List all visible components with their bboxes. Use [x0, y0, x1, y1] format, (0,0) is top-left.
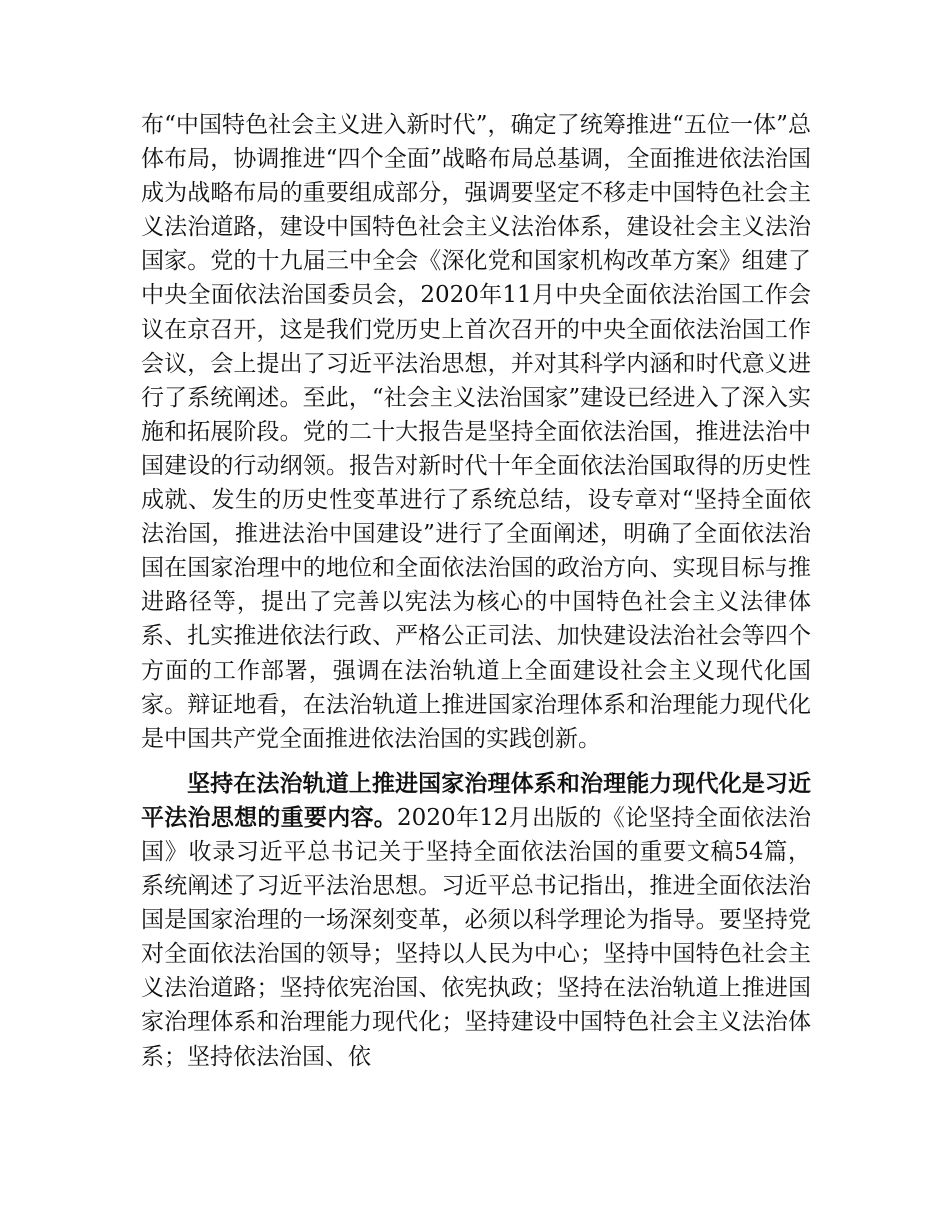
paragraph-lead-bold: 坚持在法治轨道上推进国家治理体系和治理能力现代化是习近平法治思想的重要内容。 — [141, 769, 811, 831]
paragraph-text: 2020年12月出版的《论坚持全面依法治国》收录习近平总书记关于坚持全面依法治国的重要文稿54篇，系统阐述了习近平法治思想。习近平总书记指出，推进全面依法治国是国家治理的一场深刻变革，必须以科学理论为指导。要坚持党对全面依法治国的领导；坚持以人民为中心；坚持中国特色社会主义法治道路；坚持依宪治国、依宪执政；坚持在法治轨道上推进国家治理体系和治理能力现代化；坚持建设中国特色社会主义法治体系；坚持依法治国、依 — [141, 804, 811, 1070]
paragraph-section — [141, 767, 811, 1074]
document-body — [141, 108, 811, 1074]
paragraph-continued — [141, 108, 811, 756]
paragraph-text: 布“中国特色社会主义进入新时代”，确定了统筹推进“五位一体”总体布局，协调推进“四个全面”战略布局总基调，全面推进依法治国成为战略布局的重要组成部分，强调要坚定不移走中国特色社会主义法治道路，建设中国特色社会主义法治体系，建设社会主义法治国家。党的十九届三中全会《深化党和国家机构改革方案》组建了中央全面依法治国委员会，2020年11月中央全面依法治国工作会议在京召开，这是我们党历史上首次召开的中央全面依法治国工作会议，会上提出了习近平法治思想，并对其科学内涵和时代意义进行了系统阐述。至此，“社会主义法治国家”建设已经进入了深入实施和拓展阶段。党的二十大报告是坚持全面依法治国，推进法治中国建设的行动纲领。报告对新时代十年全面依法治国取得的历史性成就、发生的历史性变革进行了系统总结，设专章对“坚持全面依法治国，推进法治中国建设”进行了全面阐述，明确了全面依法治国在国家治理中的地位和全面依法治国的政治方向、实现目标与推进路径等，提出了完善以宪法为核心的中国特色社会主义法律体系、扎实推进依法行政、严格公正司法、加快建设法治社会等四个方面的工作部署，强调在法治轨道上全面建设社会主义现代化国家。辩证地看，在法治轨道上推进国家治理体系和治理能力现代化是中国共产党全面推进依法治国的实践创新。 — [141, 112, 811, 752]
